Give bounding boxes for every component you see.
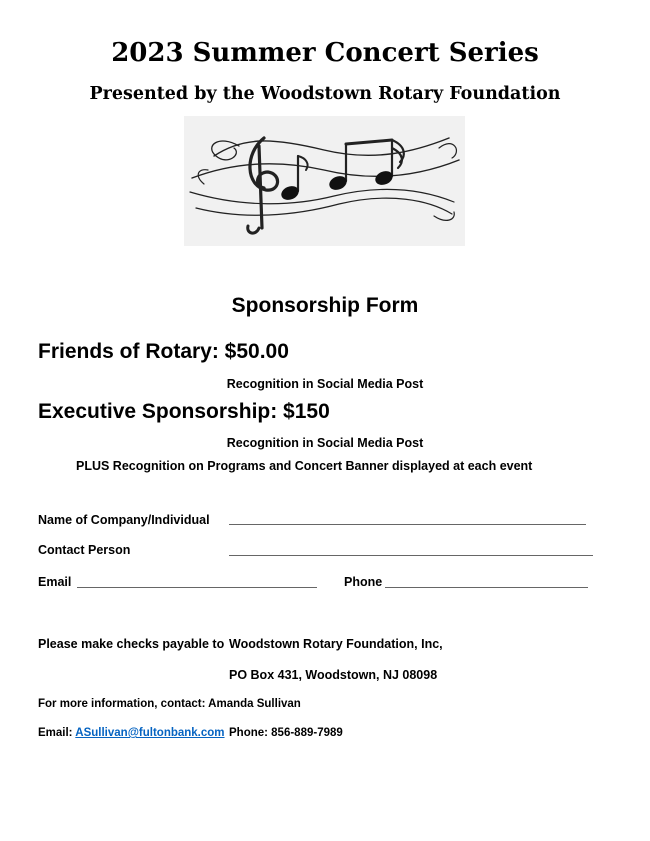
email-field[interactable] (77, 587, 317, 588)
contact-label: Contact Person (38, 543, 131, 557)
payable-label: Please make checks payable to (38, 637, 225, 651)
contact-email-row (38, 727, 225, 739)
form-heading: Sponsorship Form (231, 294, 419, 317)
email-label: Email (38, 575, 72, 589)
tier-executive-sponsorship: Executive Sponsorship: $150 (38, 400, 330, 423)
company-field[interactable] (229, 524, 586, 525)
tier-benefit: Recognition in Social Media Post (226, 377, 424, 391)
phone-field[interactable] (385, 587, 588, 588)
payee-address: PO Box 431, Woodstown, NJ 08098 (229, 668, 438, 682)
tier-benefit: PLUS Recognition on Programs and Concert Banner displayed at each event (76, 459, 533, 473)
contact-phone: Phone: 856-889-7989 (229, 727, 343, 739)
page-subtitle: Presented by the Woodstown Rotary Foundation (89, 84, 561, 104)
payee-name: Woodstown Rotary Foundation, Inc, (229, 637, 443, 651)
music-notes-icon (184, 116, 465, 246)
contact-email-link[interactable]: ASullivan@fultonbank.com (75, 727, 225, 739)
contact-field[interactable] (229, 555, 593, 556)
tier-friends-of-rotary: Friends of Rotary: $50.00 (38, 340, 289, 363)
more-info-contact: For more information, contact: Amanda Sullivan (38, 698, 301, 710)
tier-benefit: Recognition in Social Media Post (226, 436, 424, 450)
page-title: 2023 Summer Concert Series (111, 38, 539, 68)
phone-label: Phone (344, 575, 383, 589)
contact-email-label: Email: (38, 727, 73, 739)
company-label: Name of Company/Individual (38, 513, 210, 527)
